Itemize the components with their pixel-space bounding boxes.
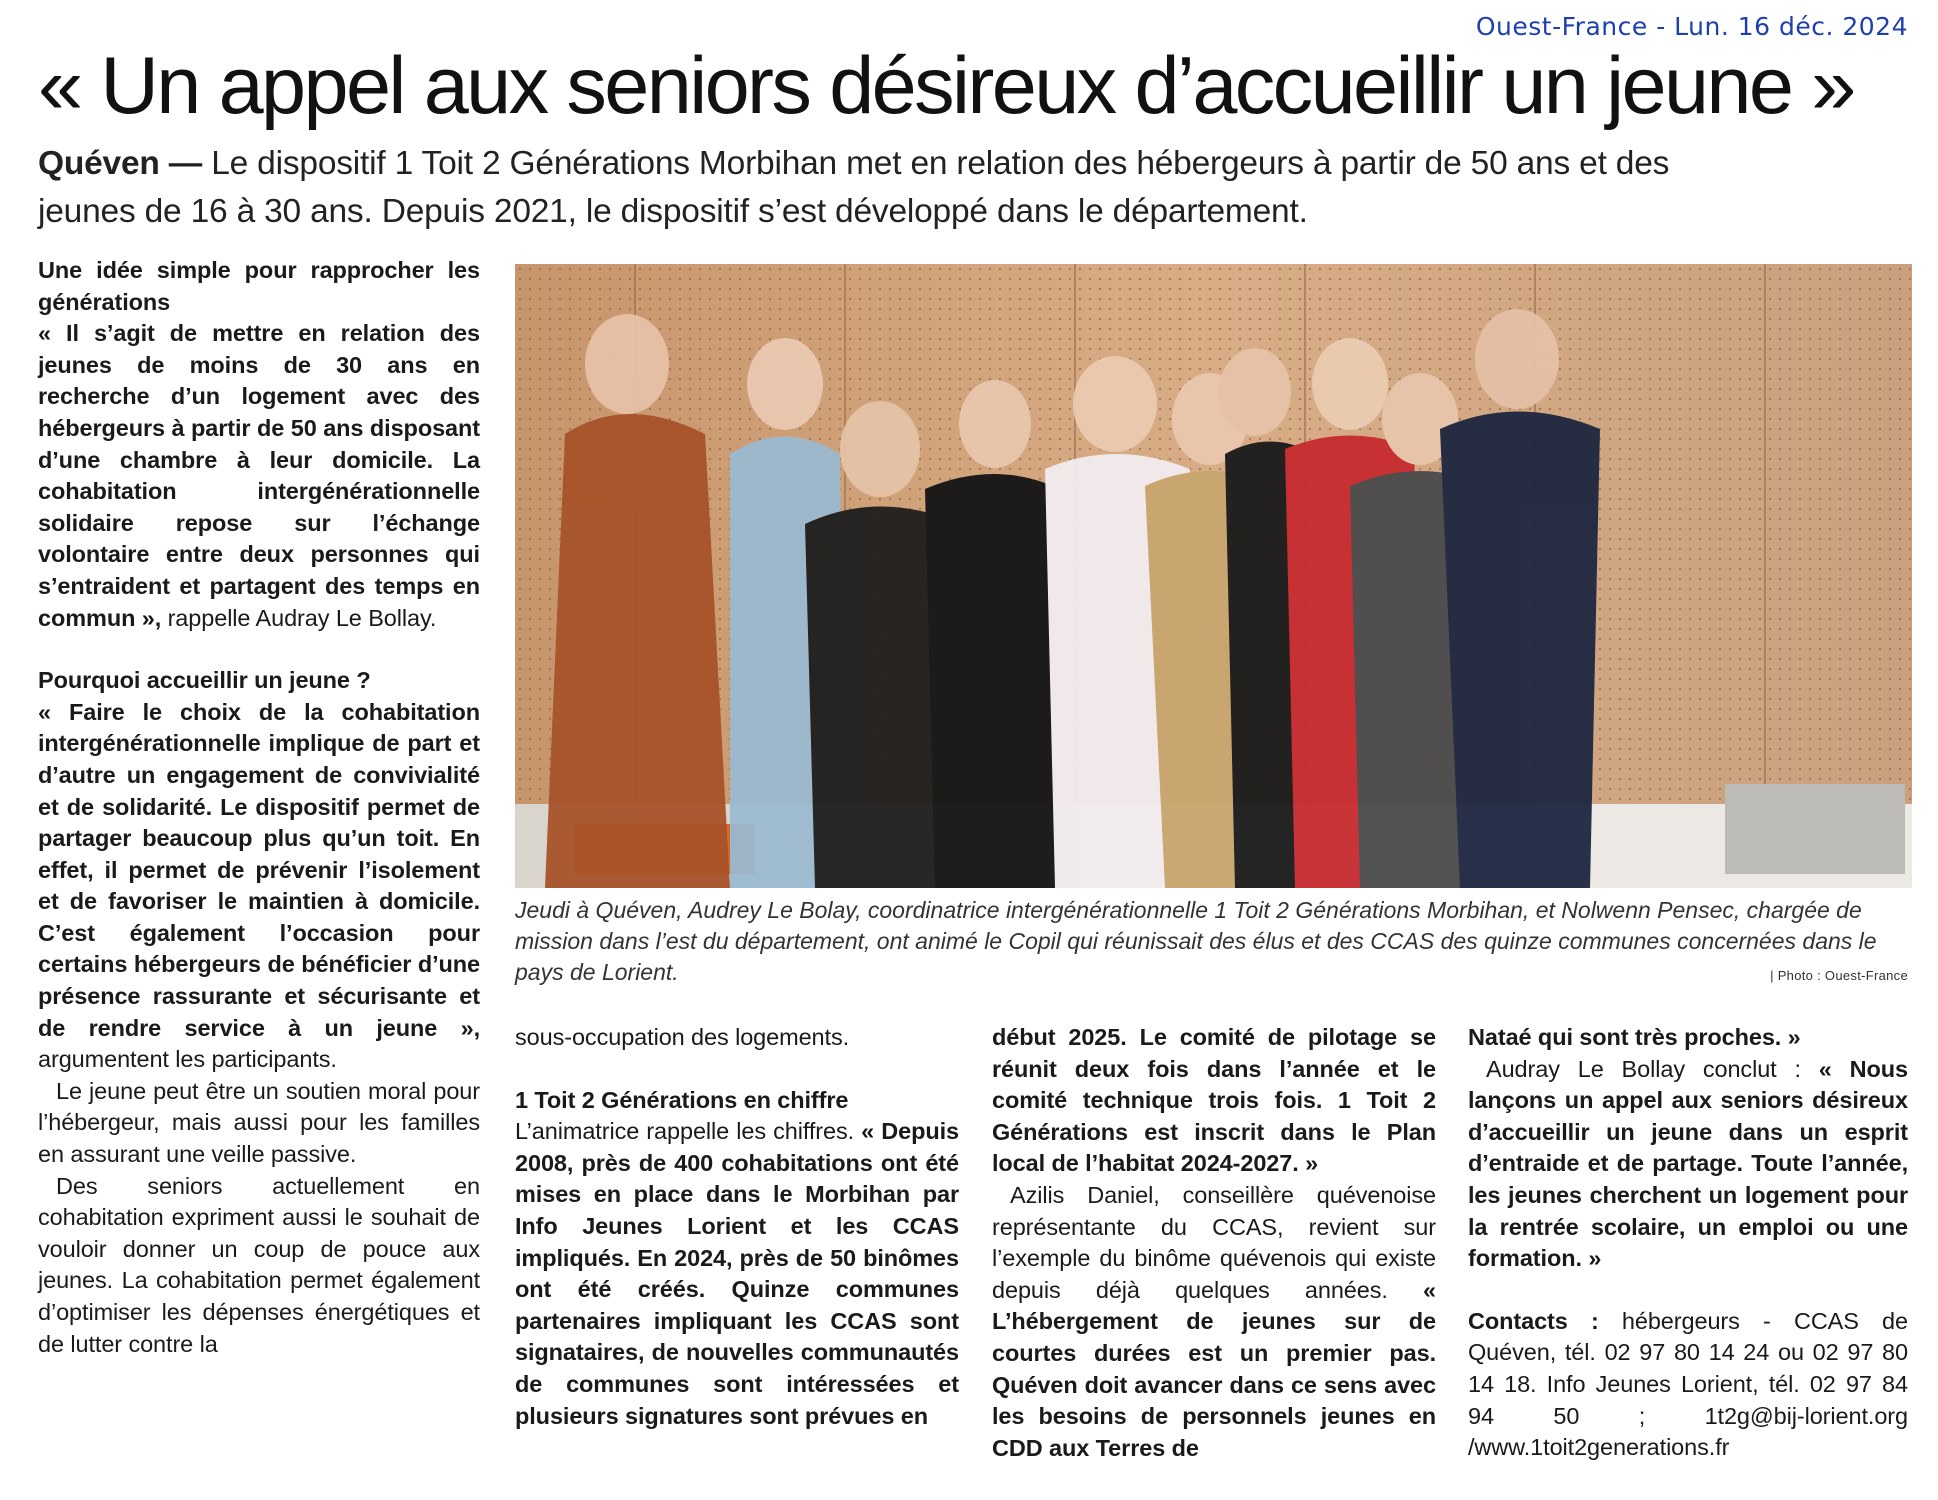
paragraph <box>992 1180 1436 1464</box>
subheading-why: Pourquoi accueillir un jeune ? <box>38 667 371 694</box>
quote: « Nous lançons un appel aux seniors désireux d’accueillir un jeune dans un esprit d’entraide et de partage. Toute l’année, les jeunes cherchent un logement pour la rentrée scolaire, un emploi ou une formation. » <box>1468 1055 1909 1272</box>
quote: début 2025. Le comité de pilotage se réunit deux fois dans l’année et le comité technique trois fois. 1 Toit 2 Générations est inscrit dans le Plan local de l’habitat 2024-2027. » <box>992 1024 1436 1177</box>
source-dateline: Ouest-France - Lun. 16 déc. 2024 <box>1475 12 1908 41</box>
article-column-2 <box>515 1022 959 1432</box>
paragraph <box>515 1116 959 1432</box>
group-photo <box>515 264 1912 888</box>
contacts <box>1468 1306 1908 1464</box>
paragraph <box>38 697 480 1076</box>
paragraph: sous-occupation des logements. <box>515 1024 850 1050</box>
quote: « Faire le choix de la cohabitation intergénérationnelle implique de part et d’autre un engagement de convivialité et de solidarité. Le dispositif permet de partager beaucoup plus qu’un toit. En effet, il permet de prévenir l’isolement et de favoriser le maintien à domicile. C’est également l’occasion pour certains hébergeurs de bénéficier d’une présence rassurante et sécurisante et de rendre service à un jeune », <box>38 698 480 1041</box>
attribution: L’animatrice rappelle les chiffres. <box>515 1118 855 1145</box>
photo-credit: | Photo : Ouest-France <box>1770 968 1908 983</box>
article-column-1 <box>38 255 480 1360</box>
attribution: Audray Le Bollay conclut : <box>1486 1055 1801 1082</box>
lede-place: Quéven — <box>38 145 203 182</box>
subheading-simple-idea: Une idée simple pour rapprocher les générations <box>38 257 480 315</box>
paragraph <box>1468 1054 1908 1275</box>
quote: « Depuis 2008, près de 400 cohabitations ont été mises en place dans le Morbihan par Info Jeunes Lorient et les CCAS impliqués. En 2024, près de 50 binômes ont été créés. Quinze communes partenaires impliquant les CCAS sont signataires, de nouvelles communautés de communes sont intéressées et plusieurs signatures sont prévues en <box>515 1118 959 1429</box>
paragraph: Des seniors actuellement en cohabitation expriment aussi le souhait de vouloir donner un coup de pouce aux jeunes. La cohabitation permet également d’optimiser les dépenses énergétiques et de lutter contre la <box>38 1172 480 1357</box>
article-column-3 <box>992 1022 1436 1464</box>
photo-caption: Jeudi à Quéven, Audrey Le Bolay, coordinatrice intergénérationnelle 1 Toit 2 Générations Morbihan, et Nolwenn Pensec, chargée de mission dans l’est du département, ont animé le Copil qui réunissait des élus et des CCAS des quinze communes concernées dans le pays de Lorient. <box>515 897 1877 985</box>
headline: « Un appel aux seniors désireux d’accueillir un jeune » <box>38 41 1854 131</box>
subheading-figures: 1 Toit 2 Générations en chiffre <box>515 1086 849 1113</box>
quote: Nataé qui sont très proches. » <box>1468 1024 1801 1050</box>
lede <box>38 140 1738 236</box>
attribution: rappelle Audray Le Bollay. <box>161 604 437 631</box>
contacts-text: hébergeurs - CCAS de Quéven, tél. 02 97 80 14 24 ou 02 97 80 14 18. Info Jeunes Lorient, tél. 02 97 84 94 50 ; 1t2g@bij-lorient.org /www.1toit2generations.fr <box>1468 1307 1908 1461</box>
quote: « L’hébergement de jeunes sur de courtes durées est un premier pas. Quéven doit avancer dans ce sens avec les besoins de personnels jeunes en CDD aux Terres de <box>992 1276 1437 1461</box>
paragraph <box>38 318 480 634</box>
quote: « Il s’agit de mettre en relation des jeunes de moins de 30 ans en recherche d’un logement avec des hébergeurs à partir de 50 ans disposant d’une chambre à leur domicile. La cohabitation intergénérationnelle solidaire repose sur l’échange volontaire entre deux personnes qui s’entraident et partagent des temps en commun », <box>38 320 480 631</box>
contacts-label: Contacts : <box>1468 1307 1599 1334</box>
attribution: argumentent les participants. <box>38 1046 337 1073</box>
lede-text: Le dispositif 1 Toit 2 Générations Morbihan met en relation des hébergeurs à partir de 50 ans et des jeunes de 16 à 30 ans. Depuis 2021, le dispositif s’est développé dans le département. <box>38 145 1670 230</box>
attribution: Azilis Daniel, conseillère quévenoise représentante du CCAS, revient sur l’exemple du binôme quévenois qui existe depuis déjà quelques années. <box>992 1181 1436 1303</box>
article-column-4 <box>1468 1022 1908 1464</box>
paragraph: Le jeune peut être un soutien moral pour l’hébergeur, mais aussi pour les familles en assurant une veille passive. <box>38 1077 480 1168</box>
